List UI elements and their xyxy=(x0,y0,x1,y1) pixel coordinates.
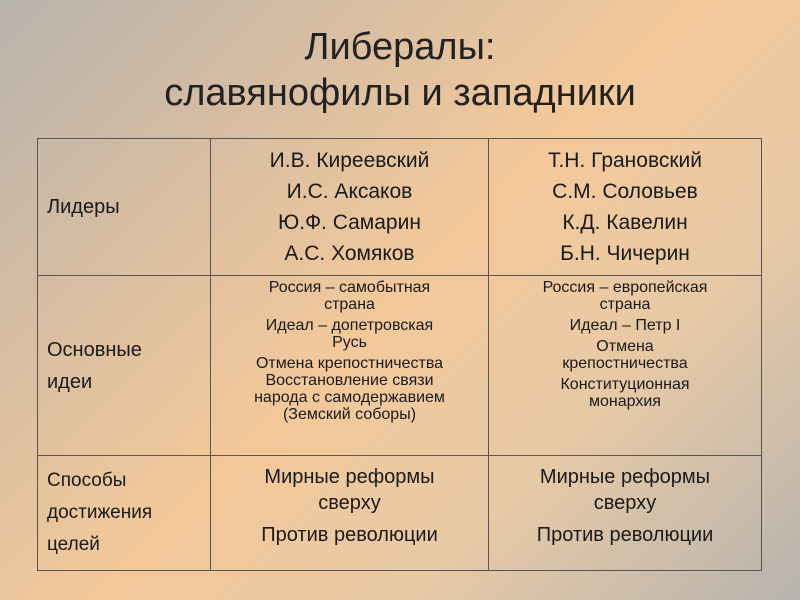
westernizers-leaders-cell xyxy=(489,139,762,276)
slavophiles-methods-cell xyxy=(211,456,489,571)
westernizers-methods-cell xyxy=(489,456,762,571)
idea-text: Идеал – Петр I xyxy=(569,317,681,334)
method-text: Против революции xyxy=(536,524,714,546)
method-text: Мирные реформы xyxy=(539,466,711,488)
leader-name: А.С. Хомяков xyxy=(284,242,415,265)
comparison-table xyxy=(37,138,762,571)
row-label-line: целей xyxy=(47,534,100,555)
method-text: сверху xyxy=(593,492,657,514)
idea-text: Отмена крепостничества xyxy=(255,355,444,372)
idea-text: Конституционная xyxy=(560,376,690,393)
leader-name: К.Д. Кавелин xyxy=(562,211,688,234)
method-text: сверху xyxy=(318,492,381,514)
slavophiles-leaders-cell xyxy=(211,139,489,276)
idea-text: (Земский соборы) xyxy=(282,406,417,423)
idea-text: страна xyxy=(324,296,375,313)
title-line-2: славянофилы и западники xyxy=(164,72,636,114)
table-row-ideas xyxy=(38,276,762,456)
westernizers-ideas-cell xyxy=(489,276,762,456)
idea-text: Русь xyxy=(332,334,367,351)
table-row-methods xyxy=(38,456,762,571)
idea-text: Отмена xyxy=(596,338,654,355)
row-label-leaders xyxy=(38,139,211,276)
idea-text: крепостничества xyxy=(562,355,688,372)
slide-title xyxy=(0,24,800,116)
row-label-line: Способы xyxy=(47,470,127,491)
idea-text: монархия xyxy=(589,393,661,410)
slavophiles-ideas-cell xyxy=(211,276,489,456)
method-text: Мирные реформы xyxy=(264,466,435,488)
row-label-line: идеи xyxy=(47,370,93,393)
leader-name: Б.Н. Чичерин xyxy=(560,242,690,265)
leader-name: И.В. Киреевский xyxy=(269,149,430,172)
idea-text: Восстановление связи xyxy=(265,372,434,389)
row-label-line: достижения xyxy=(47,502,153,523)
leader-name: Т.Н. Грановский xyxy=(547,149,703,172)
row-label-methods xyxy=(38,456,211,571)
method-text: Против революции xyxy=(261,524,438,546)
idea-text: Россия – европейская xyxy=(542,279,708,296)
leader-name: И.С. Аксаков xyxy=(286,180,413,203)
idea-text: Россия – самобытная xyxy=(268,279,431,296)
table-row-leaders xyxy=(38,139,762,276)
row-label-ideas xyxy=(38,276,211,456)
title-line-1: Либералы: xyxy=(304,26,496,68)
row-label-line: Основные xyxy=(47,338,142,361)
row-label-text: Лидеры xyxy=(47,196,120,218)
leader-name: С.М. Соловьев xyxy=(552,180,698,203)
idea-text: народа с самодержавием xyxy=(254,389,445,406)
idea-text: Идеал – допетровская xyxy=(265,317,434,334)
idea-text: страна xyxy=(599,296,651,313)
leader-name: Ю.Ф. Самарин xyxy=(278,211,421,234)
